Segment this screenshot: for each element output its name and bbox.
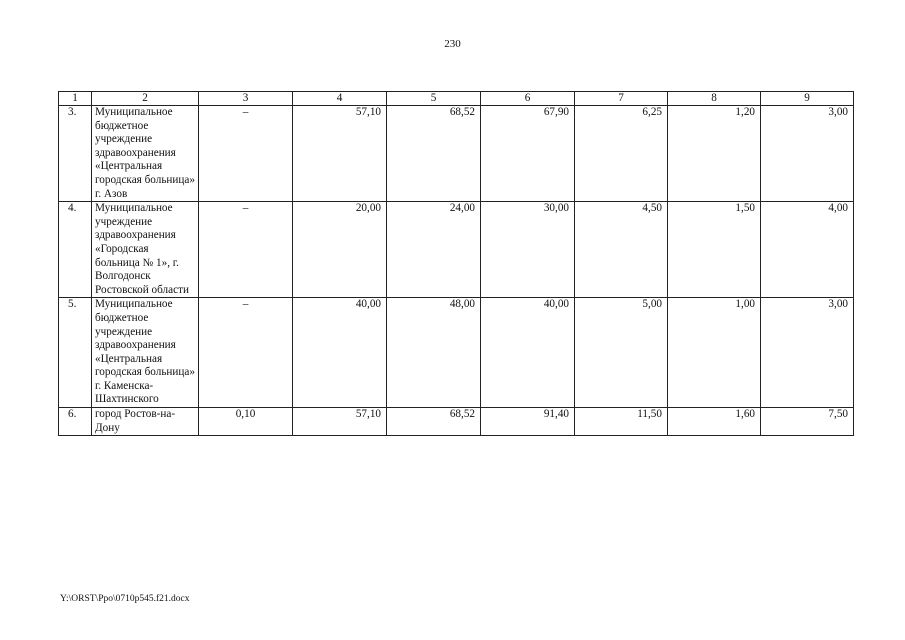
column-header: 3 [199,92,293,106]
cell-col5: 24,00 [387,202,481,298]
table-header-row [59,92,854,106]
cell-col8: 1,20 [668,106,761,202]
row-number: 5. [59,298,92,408]
column-header: 5 [387,92,481,106]
data-table [58,91,854,436]
cell-col4: 20,00 [293,202,387,298]
cell-col7: 6,25 [575,106,668,202]
institution-name: город Ростов-на-Дону [92,408,199,436]
column-header: 2 [92,92,199,106]
cell-col5: 68,52 [387,408,481,436]
institution-name: Муниципальное бюджетное учреждение здравоохранения «Центральная городская больница» г. Каменска-Шахтинского [92,298,199,408]
cell-col4: 57,10 [293,408,387,436]
column-header: 9 [761,92,854,106]
cell-col6: 40,00 [481,298,575,408]
cell-col8: 1,60 [668,408,761,436]
column-header: 4 [293,92,387,106]
column-header: 1 [59,92,92,106]
cell-col8: 1,00 [668,298,761,408]
table-row [59,408,854,436]
institution-name: Муниципальное учреждение здравоохранения «Городская больница № 1», г. Волгодонск Ростовской области [92,202,199,298]
cell-col6: 30,00 [481,202,575,298]
cell-col7: 5,00 [575,298,668,408]
cell-col3: – [199,298,293,408]
table-row [59,202,854,298]
cell-col3: – [199,106,293,202]
page-number: 230 [444,38,461,50]
cell-col8: 1,50 [668,202,761,298]
column-header: 8 [668,92,761,106]
cell-col7: 4,50 [575,202,668,298]
footer-file-path: Y:\ORST\Ppo\0710p545.f21.docx [60,594,190,604]
table-row [59,298,854,408]
row-number: 4. [59,202,92,298]
cell-col9: 7,50 [761,408,854,436]
cell-col6: 91,40 [481,408,575,436]
cell-col9: 4,00 [761,202,854,298]
cell-col9: 3,00 [761,298,854,408]
cell-col7: 11,50 [575,408,668,436]
cell-col5: 68,52 [387,106,481,202]
cell-col9: 3,00 [761,106,854,202]
cell-col3: 0,10 [199,408,293,436]
cell-col5: 48,00 [387,298,481,408]
table-row [59,106,854,202]
row-number: 3. [59,106,92,202]
cell-col4: 40,00 [293,298,387,408]
column-header: 7 [575,92,668,106]
cell-col4: 57,10 [293,106,387,202]
institution-name: Муниципальное бюджетное учреждение здравоохранения «Центральная городская больница» г. Азов [92,106,199,202]
cell-col6: 67,90 [481,106,575,202]
row-number: 6. [59,408,92,436]
column-header: 6 [481,92,575,106]
cell-col3: – [199,202,293,298]
